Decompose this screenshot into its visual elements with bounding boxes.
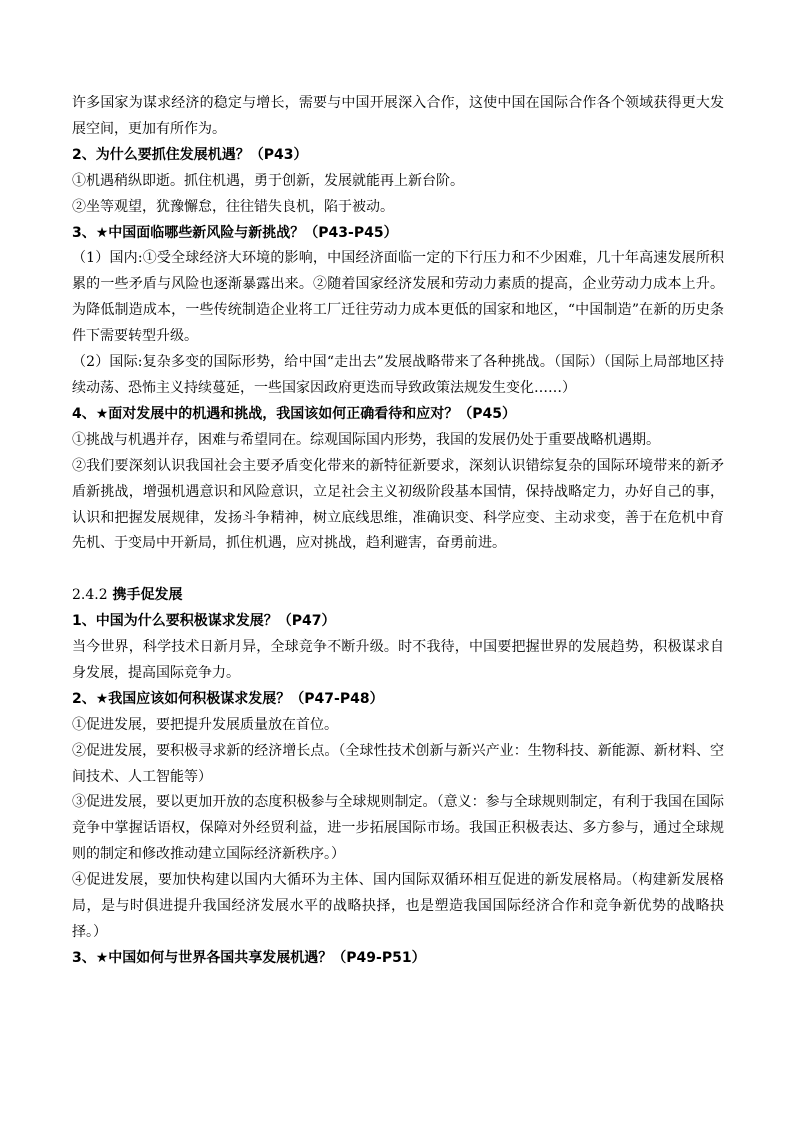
answer-4-point-1: ①挑战与机遇并存，困难与希望同在。综观国际国内形势，我国的发展仍处于重要战略机遇期。 (72, 431, 660, 448)
answer-3-domestic: （1）国内:①受全球经济大环境的影响，中国经济面临一定的下行压力和不少困难，几十年高速发展所积累的一些矛盾与风险也逐渐暴露出来。②随着国家经济发展和劳动力素质的提高，企业劳动力成本上升。为降低制造成本，一些传统制造企业将工厂迁往劳动力成本更低的国家和地区，“中国制造”在新的历史条件下需要转型升级。 (72, 250, 724, 345)
continued-paragraph: 许多国家为谋求经济的稳定与增长，需要与中国开展深入合作，这使中国在国际合作各个领域获得更大发展空间，更加有所作为。 (72, 95, 724, 137)
answer-2-point-2: ②坐等观望，犹豫懈怠，往往错失良机，陷于被动。 (72, 198, 394, 215)
document-page (72, 91, 724, 972)
question-2b-heading: 2、★我国应该如何积极谋求发展？（P47-P48） (72, 690, 384, 707)
answer-2-point-1: ①机遇稍纵即逝。抓住机遇，勇于创新，发展就能再上新台阶。 (72, 172, 464, 189)
section-title: 携手促发展 (112, 587, 183, 604)
blank-line (72, 557, 724, 583)
question-1-heading: 1、中国为什么要积极谋求发展？（P47） (72, 613, 336, 630)
question-3-heading: 3、★中国面临哪些新风险与新挑战？（P43-P45） (72, 224, 398, 241)
question-2-heading: 2、为什么要抓住发展机遇？（P43） (72, 146, 308, 163)
answer-2b-point-1: ①促进发展，要把提升发展质量放在首位。 (72, 716, 338, 733)
section-number: 2.4.2 (72, 587, 108, 604)
section-2-4-2-heading (72, 583, 724, 609)
answer-2b-point-4: ④促进发展，要加快构建以国内大循环为主体、国内国际双循环相互促进的新发展格局。（构建新发展格局，是与时俱进提升我国经济发展水平的战略抉择，也是塑造我国国际经济合作和竞争新优势的战略抉择。） (72, 872, 724, 940)
answer-1: 当今世界，科学技术日新月异，全球竞争不断升级。时不我待，中国要把握世界的发展趋势，积极谋求自身发展，提高国际竞争力。 (72, 639, 724, 681)
question-3b-heading: 3、★中国如何与世界各国共享发展机遇？（P49-P51） (72, 949, 426, 966)
answer-4-point-2: ②我们要深刻认识我国社会主要矛盾变化带来的新特征新要求，深刻认识错综复杂的国际环境带来的新矛盾新挑战，增强机遇意识和风险意识，立足社会主义初级阶段基本国情，保持战略定力，办好自己的事，认识和把握发展规律，发扬斗争精神，树立底线思维，准确识变、科学应变、主动求变，善于在危机中育先机、于变局中开新局，抓住机遇，应对挑战，趋利避害，奋勇前进。 (72, 457, 724, 552)
answer-2b-point-2: ②促进发展，要积极寻求新的经济增长点。（全球性技术创新与新兴产业：生物科技、新能源、新材料、空间技术、人工智能等） (72, 742, 724, 785)
answer-2b-point-3: ③促进发展，要以更加开放的态度积极参与全球规则制定。（意义：参与全球规则制定，有利于我国在国际竞争中掌握话语权，保障对外经贸利益，进一步拓展国际市场。我国正积极表达、多方参与，通过全球规则的制定和修改推动建立国际经济新秩序。） (72, 794, 724, 863)
answer-3-international: （2）国际:复杂多变的国际形势，给中国“走出去”发展战略带来了各种挑战。（国际）（国际上局部地区持续动荡、恐怖主义持续蔓延，一些国家因政府更迭而导致政策法规发生变化……） (72, 354, 724, 396)
question-4-heading: 4、★面对发展中的机遇和挑战，我国该如何正确看待和应对？（P45） (72, 405, 517, 422)
